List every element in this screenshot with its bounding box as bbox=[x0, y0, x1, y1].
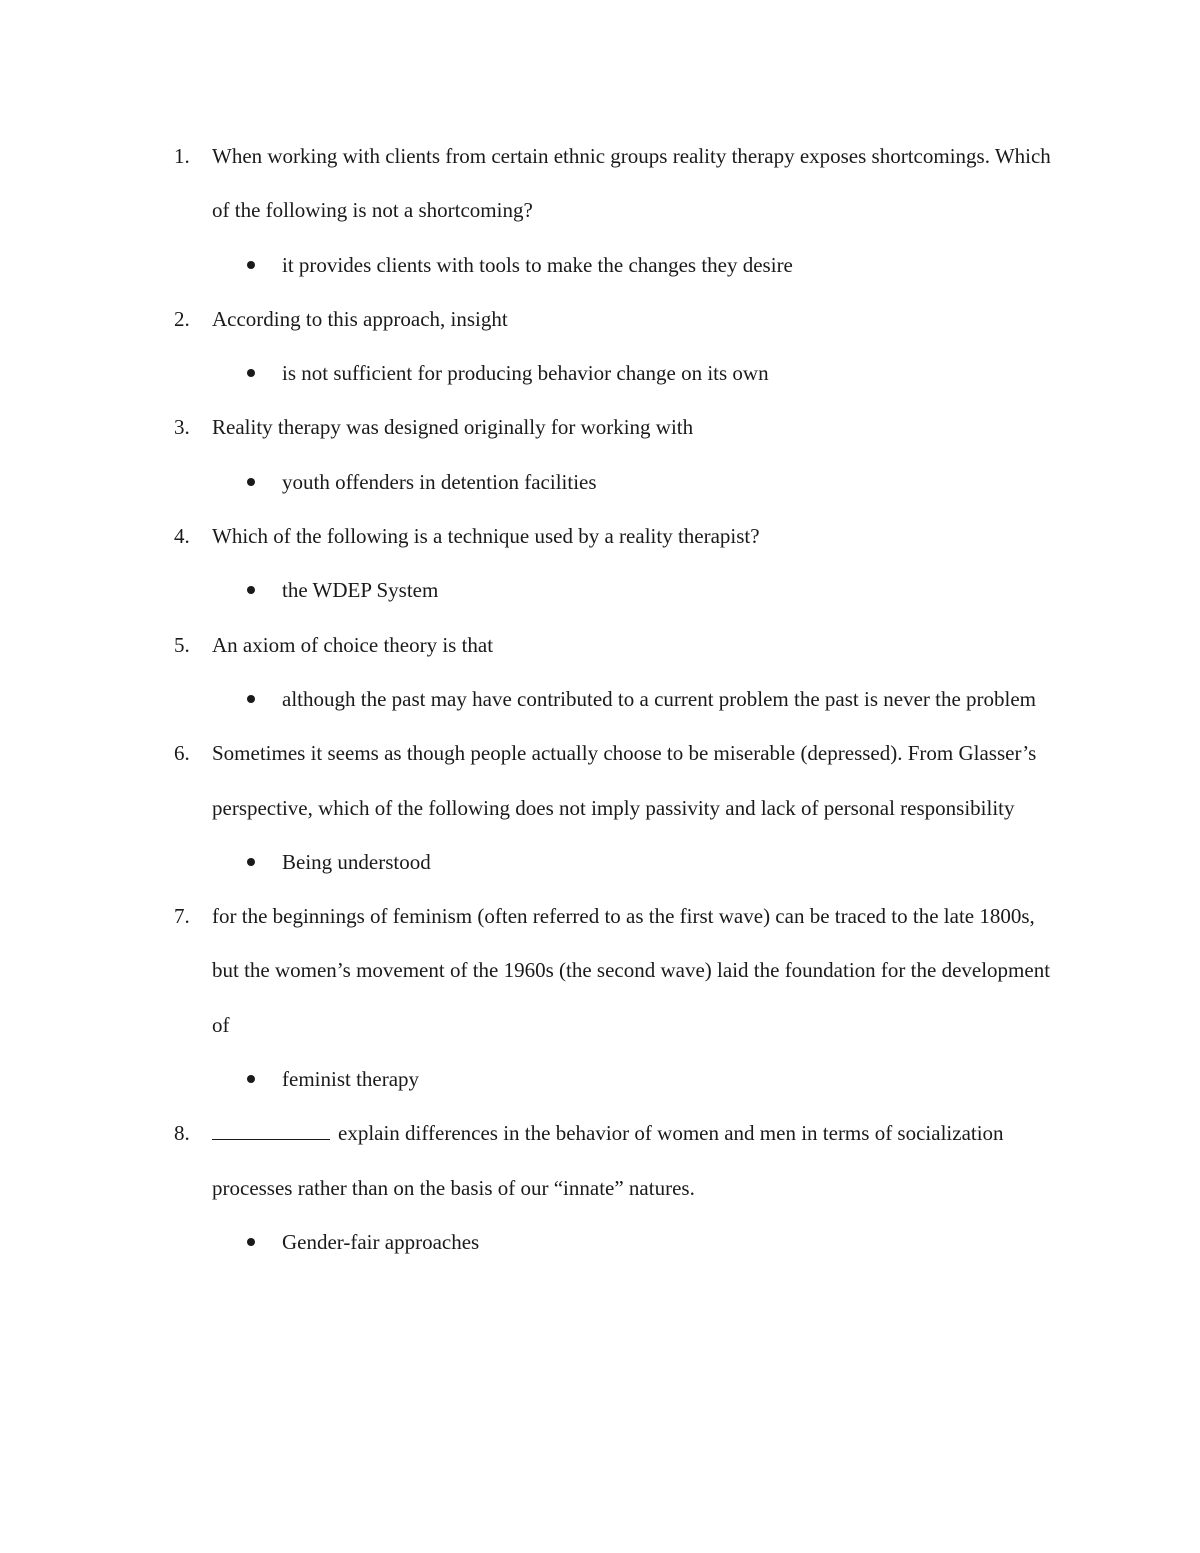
question-prompt: Which of the following is a technique used by a reality therapist? bbox=[212, 524, 760, 549]
question-item bbox=[0, 292, 1200, 401]
answer-label: it provides clients with tools to make the changes they desire bbox=[282, 252, 793, 277]
question-text bbox=[0, 889, 1062, 1052]
bullet-icon bbox=[247, 586, 255, 594]
answer-text bbox=[0, 455, 1062, 509]
question-number: 8. bbox=[174, 1121, 190, 1146]
answer-text bbox=[0, 563, 1062, 617]
question-item bbox=[0, 726, 1200, 889]
bullet-icon bbox=[247, 1075, 255, 1083]
answer-text bbox=[0, 346, 1062, 400]
question-item bbox=[0, 129, 1200, 292]
question-list bbox=[0, 129, 1200, 1269]
question-prompt: Reality therapy was designed originally for working with bbox=[212, 415, 694, 440]
question-number: 5. bbox=[174, 632, 190, 657]
question-text bbox=[0, 509, 1062, 563]
question-number: 6. bbox=[174, 741, 190, 766]
question-text bbox=[0, 400, 1062, 454]
question-item bbox=[0, 618, 1200, 727]
answer-label: Being understood bbox=[282, 849, 431, 874]
answer-label: feminist therapy bbox=[282, 1067, 420, 1092]
answer-label: youth offenders in detention facilities bbox=[282, 469, 597, 494]
question-prompt: An axiom of choice theory is that bbox=[212, 632, 494, 657]
question-item bbox=[0, 1106, 1200, 1269]
question-prompt: When working with clients from certain ethnic groups reality therapy exposes shortcomings. Which of the following is not a shortcoming? bbox=[212, 144, 1051, 223]
question-item bbox=[0, 400, 1200, 509]
question-item bbox=[0, 509, 1200, 618]
answer-label: Gender-fair approaches bbox=[282, 1229, 480, 1254]
answer-label: the WDEP System bbox=[282, 578, 439, 603]
bullet-icon bbox=[247, 261, 255, 269]
fill-in-blank bbox=[212, 1122, 330, 1140]
question-text bbox=[0, 618, 1062, 672]
question-prompt: According to this approach, insight bbox=[212, 306, 508, 331]
question-number: 2. bbox=[174, 306, 190, 331]
answer-text bbox=[0, 1052, 1062, 1106]
bullet-icon bbox=[247, 695, 255, 703]
answer-text bbox=[0, 1215, 1062, 1269]
question-prompt: explain differences in the behavior of women and men in terms of socialization processes rather than on the basis of our “innate” natures. bbox=[212, 1121, 1004, 1200]
question-text bbox=[0, 726, 1062, 835]
question-prompt: Sometimes it seems as though people actually choose to be miserable (depressed). From Glasser’s perspective, which of the following does not imply passivity and lack of personal responsibility bbox=[212, 741, 1037, 820]
answer-label: although the past may have contributed to a current problem the past is never the problem bbox=[282, 686, 1037, 711]
answer-text bbox=[0, 672, 1062, 726]
bullet-icon bbox=[247, 858, 255, 866]
question-number: 4. bbox=[174, 524, 190, 549]
answer-text bbox=[0, 835, 1062, 889]
question-text bbox=[0, 129, 1062, 238]
bullet-icon bbox=[247, 1238, 255, 1246]
question-prompt: for the beginnings of feminism (often referred to as the first wave) can be traced to the late 1800s, but the women’s movement of the 1960s (the second wave) laid the foundation for the development of bbox=[212, 904, 1051, 1037]
question-number: 1. bbox=[174, 144, 190, 168]
question-text bbox=[0, 292, 1062, 346]
question-number: 3. bbox=[174, 415, 190, 440]
answer-label: is not sufficient for producing behavior change on its own bbox=[282, 361, 769, 386]
question-item bbox=[0, 889, 1200, 1106]
bullet-icon bbox=[247, 478, 255, 486]
question-text bbox=[0, 1106, 1062, 1215]
question-number: 7. bbox=[174, 904, 190, 929]
answer-text bbox=[0, 238, 1062, 292]
bullet-icon bbox=[247, 369, 255, 377]
